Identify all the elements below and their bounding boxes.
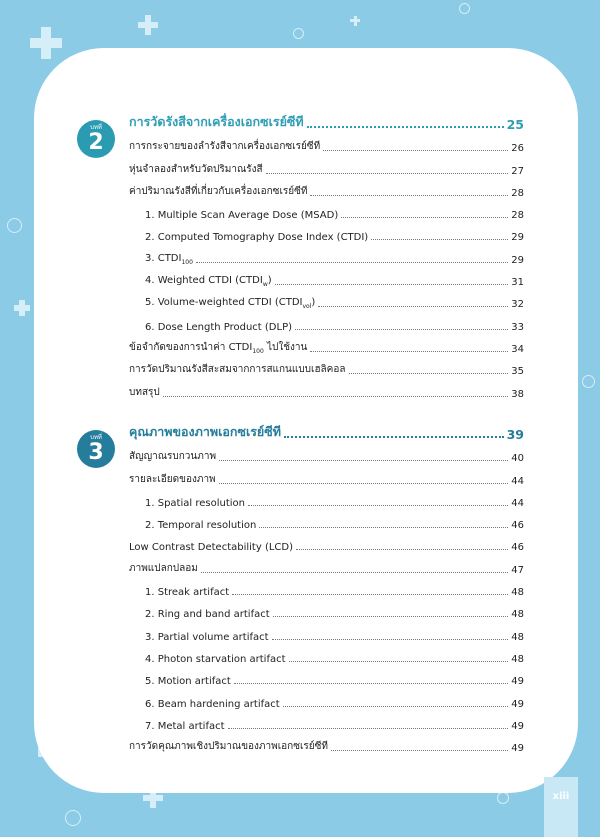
dot-leader — [295, 329, 508, 330]
dot-leader — [283, 706, 509, 707]
entry-title — [129, 340, 307, 355]
entry-page: 26 — [511, 143, 524, 155]
entry-text: บทสรุป — [129, 386, 160, 398]
dot-leader — [289, 661, 509, 662]
entry-page: 49 — [511, 676, 524, 688]
toc-entry[interactable] — [129, 687, 524, 709]
entry-page: 29 — [511, 232, 524, 244]
entry-title — [145, 721, 225, 732]
entry-title — [145, 322, 292, 333]
toc-entry[interactable] — [129, 710, 524, 732]
chapter-number: 3 — [88, 440, 104, 465]
dot-leader — [273, 616, 509, 617]
toc-entry[interactable] — [129, 553, 524, 575]
entry-text: 5. Motion artifact — [145, 676, 231, 688]
entry-title — [129, 449, 216, 464]
toc-entry[interactable] — [129, 442, 524, 464]
toc-entry[interactable] — [129, 464, 524, 486]
entry-title — [145, 587, 229, 598]
toc-entry[interactable] — [129, 732, 524, 754]
entry-page: 49 — [511, 720, 524, 732]
entry-text: รายละเอียดของภาพ — [129, 473, 216, 485]
entry-title — [129, 184, 307, 199]
chapter-title-row[interactable] — [129, 106, 524, 132]
dot-leader — [219, 460, 508, 461]
toc-entry[interactable] — [129, 665, 524, 687]
entry-page: 38 — [511, 388, 524, 400]
entry-page: 29 — [511, 254, 524, 266]
entry-title — [145, 676, 231, 687]
toc-chapter-3 — [129, 416, 524, 754]
dot-leader — [275, 284, 509, 285]
entry-text: สัญญาณรบกวนภาพ — [129, 451, 217, 463]
dot-leader — [349, 373, 509, 374]
toc-entry[interactable] — [129, 531, 524, 553]
entry-text: 2. Temporal resolution — [145, 520, 257, 532]
toc-entry[interactable] — [129, 598, 524, 620]
toc-entry[interactable] — [129, 576, 524, 598]
entry-text: 6. Dose Length Product (DLP) — [145, 321, 293, 333]
toc-entry[interactable] — [129, 333, 524, 355]
toc-chapter-2 — [129, 106, 524, 400]
toc-entry[interactable] — [129, 177, 524, 199]
entry-title — [145, 297, 315, 310]
entry-title — [145, 609, 270, 620]
chapter-label: บทที่ — [90, 124, 102, 131]
entry-title — [129, 542, 293, 553]
entry-page: 40 — [511, 453, 524, 465]
chapter-title: การวัดรังสีจากเครื่องเอกซเรย์ซีที — [129, 114, 304, 129]
page-number-tab — [544, 777, 578, 837]
entry-text: 1. Multiple Scan Average Dose (MSAD) — [145, 210, 339, 222]
dot-leader — [272, 639, 509, 640]
entry-page: 28 — [511, 210, 524, 222]
entry-text: หุ่นจำลองสำหรับวัดปริมาณรังสี — [129, 163, 263, 175]
entry-page: 44 — [511, 497, 524, 509]
dot-leader — [331, 750, 508, 751]
entry-title — [145, 654, 286, 665]
toc-entry[interactable] — [129, 487, 524, 509]
entry-title — [145, 210, 338, 221]
entry-text: Low Contrast Detectability (LCD) — [129, 542, 294, 554]
plus-decoration — [354, 16, 357, 26]
dot-leader — [371, 239, 508, 240]
entry-title — [129, 139, 320, 154]
dot-leader — [318, 306, 508, 307]
entry-page: 46 — [511, 520, 524, 532]
entry-text: 1. Spatial resolution — [145, 497, 245, 509]
dot-leader — [284, 436, 504, 438]
entry-page: 44 — [511, 475, 524, 487]
entry-text: 3. CTDI — [145, 252, 182, 264]
entry-text: 7. Metal artifact — [145, 720, 225, 732]
entry-title — [145, 253, 193, 266]
entry-title — [129, 561, 198, 576]
entry-page: 48 — [511, 609, 524, 621]
entry-page: 34 — [511, 343, 524, 355]
entry-page: 35 — [511, 366, 524, 378]
dot-leader — [201, 572, 508, 573]
toc-entry[interactable] — [129, 643, 524, 665]
chapter-title-row[interactable] — [129, 416, 524, 442]
circle-decoration — [293, 28, 304, 39]
entry-text: 6. Beam hardening artifact — [145, 698, 280, 710]
dot-leader — [234, 683, 508, 684]
entry-text: ข้อจำกัดของการนำค่า CTDI — [129, 341, 253, 353]
chapter-label: บทที่ — [90, 434, 102, 441]
entry-title — [145, 232, 368, 243]
chapter-badge — [77, 430, 115, 468]
circle-decoration — [65, 810, 81, 826]
circle-decoration — [7, 218, 22, 233]
entry-subscript: w — [262, 281, 268, 289]
chapter-page: 25 — [506, 117, 524, 132]
entry-text: ภาพแปลกปลอม — [129, 562, 198, 574]
dot-leader — [259, 527, 508, 528]
entry-text: 1. Streak artifact — [145, 587, 230, 599]
entry-page: 48 — [511, 587, 524, 599]
circle-decoration — [582, 375, 595, 388]
toc-entry[interactable] — [129, 154, 524, 176]
plus-decoration — [41, 27, 51, 59]
entry-title — [145, 520, 256, 531]
dot-leader — [232, 594, 508, 595]
entry-page: 31 — [511, 277, 524, 289]
toc-entry[interactable] — [129, 266, 524, 288]
entry-page: 32 — [511, 299, 524, 311]
entry-text: ค่าปริมาณรังสีที่เกี่ยวกับเครื่องเอกซเรย์ซีที — [129, 185, 308, 197]
entry-subscript: 100 — [252, 347, 264, 355]
page-number: xiii — [552, 791, 570, 802]
dot-leader — [296, 549, 508, 550]
dot-leader — [196, 262, 508, 263]
entry-title — [129, 162, 263, 177]
plus-decoration — [19, 300, 25, 316]
entry-page: 48 — [511, 653, 524, 665]
entry-page: 48 — [511, 631, 524, 643]
entry-text: 4. Weighted CTDI (CTDI — [145, 275, 263, 287]
entry-page: 49 — [511, 743, 524, 755]
entry-title — [145, 699, 280, 710]
dot-leader — [341, 217, 508, 218]
entry-text: การวัดคุณภาพเชิงปริมาณของภาพเอกซเรย์ซีที — [129, 741, 329, 753]
toc-entry[interactable] — [129, 132, 524, 154]
dot-leader — [310, 195, 508, 196]
entry-title — [129, 385, 160, 400]
dot-leader — [248, 505, 508, 506]
entry-page: 47 — [511, 564, 524, 576]
entry-subscript: vol — [302, 303, 312, 311]
toc-entry[interactable] — [129, 243, 524, 265]
toc-entry[interactable] — [129, 355, 524, 377]
entry-text: การวัดปริมาณรังสีสะสมจากการสแกนแบบเฮลิคอล — [129, 364, 346, 376]
toc-entry[interactable] — [129, 221, 524, 243]
plus-decoration — [145, 15, 151, 35]
entry-title — [129, 739, 328, 754]
toc-entry[interactable] — [129, 509, 524, 531]
entry-text: 2. Ring and band artifact — [145, 609, 270, 621]
circle-decoration — [497, 792, 509, 804]
entry-page: 46 — [511, 542, 524, 554]
dot-leader — [163, 396, 509, 397]
dot-leader — [219, 483, 509, 484]
entry-title — [145, 275, 272, 288]
chapter-badge — [77, 120, 115, 158]
toc-entry[interactable] — [129, 620, 524, 642]
entry-title — [145, 632, 269, 643]
entry-text: การกระจายของลำรังสีจากเครื่องเอกซเรย์ซีที — [129, 141, 321, 153]
toc-entry[interactable] — [129, 199, 524, 221]
chapter-page: 39 — [506, 427, 524, 442]
entry-title — [129, 362, 346, 377]
dot-leader — [228, 728, 509, 729]
dot-leader — [307, 126, 504, 128]
toc-entry[interactable] — [129, 310, 524, 332]
entry-title — [129, 472, 216, 487]
entry-page: 49 — [511, 698, 524, 710]
toc-entry[interactable] — [129, 377, 524, 399]
entry-text: 3. Partial volume artifact — [145, 631, 269, 643]
dot-leader — [323, 150, 508, 151]
entry-text-after: ) — [311, 297, 316, 309]
dot-leader — [310, 351, 508, 352]
entry-page: 33 — [511, 321, 524, 333]
entry-text-after: ) — [267, 275, 272, 287]
entry-page: 27 — [511, 165, 524, 177]
toc-entry[interactable] — [129, 288, 524, 310]
chapter-number: 2 — [88, 130, 104, 155]
circle-decoration — [459, 3, 470, 14]
dot-leader — [266, 173, 509, 174]
entry-text: 2. Computed Tomography Dose Index (CTDI) — [145, 232, 369, 244]
entry-text: 5. Volume-weighted CTDI (CTDI — [145, 297, 303, 309]
entry-text-after: ไปใช้งาน — [263, 341, 308, 353]
entry-subscript: 100 — [181, 258, 193, 266]
chapter-title: คุณภาพของภาพเอกซเรย์ซีที — [129, 424, 281, 439]
entry-page: 28 — [511, 187, 524, 199]
entry-text: 4. Photon starvation artifact — [145, 653, 286, 665]
entry-title — [145, 498, 245, 509]
